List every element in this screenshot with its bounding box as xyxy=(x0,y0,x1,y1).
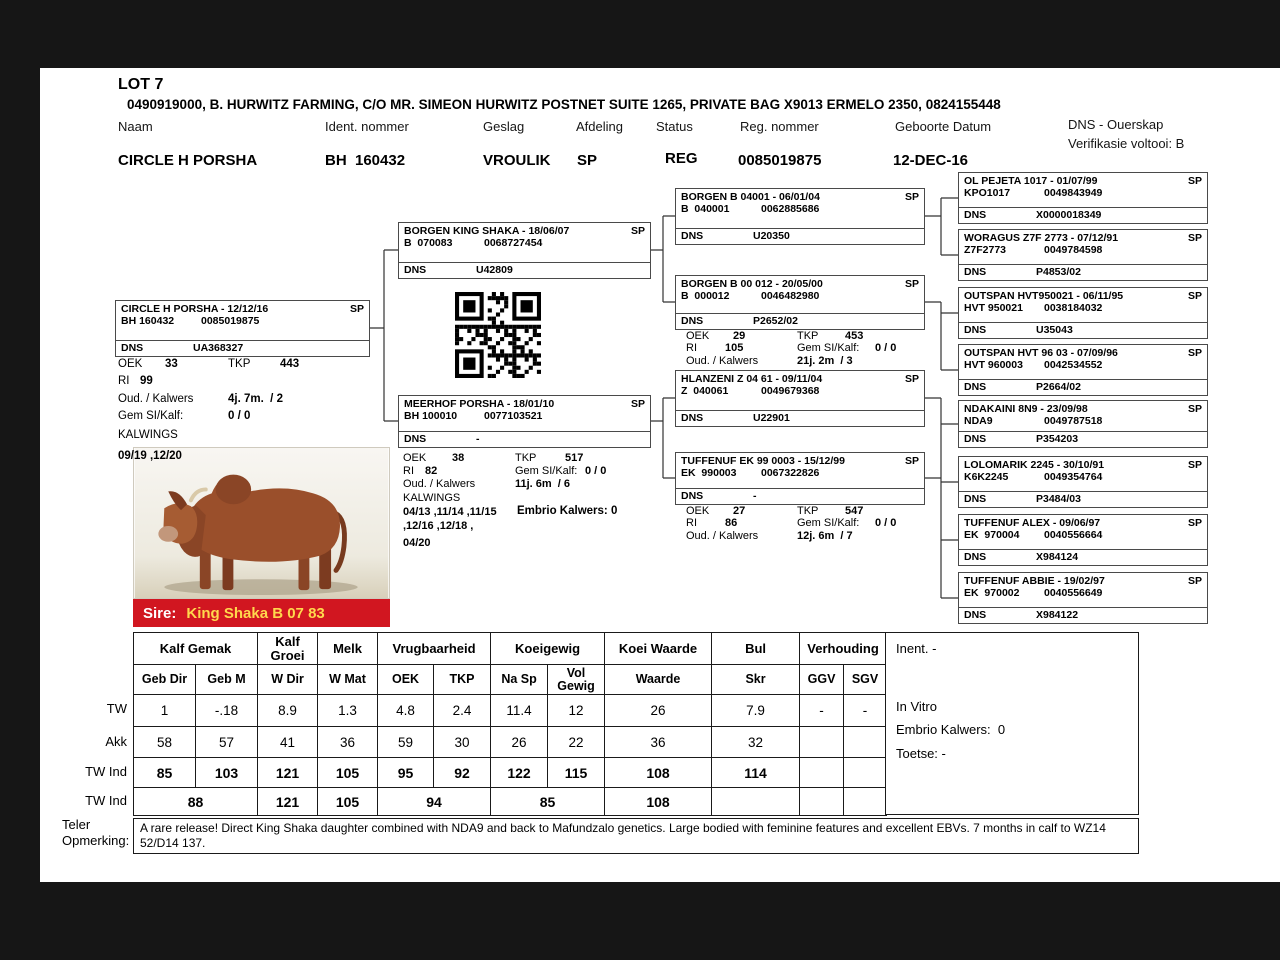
sp-label: SP xyxy=(1187,459,1202,471)
bull-photo xyxy=(133,447,390,599)
animal-reg: 0077103521 xyxy=(484,410,543,422)
ebv-group-vrugbaarheid: Vrugbaarheid xyxy=(378,633,491,665)
ebv-cell: -.18 xyxy=(196,695,258,727)
ebv-cell: 7.9 xyxy=(712,695,800,727)
gem-value: 0 / 0 xyxy=(228,410,251,422)
pedigree-box-g4-6 xyxy=(958,456,1208,508)
ebv-col-header: Vol Gewig xyxy=(548,665,605,695)
oek-label: OEK xyxy=(118,358,143,370)
ebv-cell: 85 xyxy=(134,758,196,788)
dns-value: P3484/03 xyxy=(1036,493,1081,505)
ebv-cell xyxy=(844,758,887,788)
ebv-cell: 105 xyxy=(318,758,378,788)
oud-value: 4j. 7m. / 2 xyxy=(228,393,283,405)
animal-name: OL PEJETA 1017 - 01/07/99 xyxy=(964,175,1098,187)
oek-label: OEK xyxy=(686,330,710,342)
ebv-tw-row xyxy=(134,695,887,727)
kalwings-dates: 04/13 ,11/14 ,11/15 xyxy=(403,506,497,518)
ebv-cell: 12 xyxy=(548,695,605,727)
ebv-cell xyxy=(800,727,844,758)
ebv-col-header: OEK xyxy=(378,665,434,695)
animal-name: TUFFENUF EK 99 0003 - 15/12/99 xyxy=(681,455,845,467)
ebv-cell: 95 xyxy=(378,758,434,788)
dns-label: DNS xyxy=(964,551,987,563)
ebv-col-header: GGV xyxy=(800,665,844,695)
animal-name: BORGEN KING SHAKA - 18/06/07 xyxy=(404,225,570,237)
side-panel xyxy=(885,632,1139,815)
oud-value: 11j. 6m / 6 xyxy=(515,478,571,490)
animal-name: LOLOMARIK 2245 - 30/10/91 xyxy=(964,459,1105,471)
dns-label: DNS xyxy=(681,412,704,424)
ebv-cell: 88 xyxy=(134,788,258,816)
dns-value: U35043 xyxy=(1036,324,1073,336)
column-label-naam: Naam xyxy=(118,119,153,134)
animal-status-value: REG xyxy=(665,150,698,167)
sp-label: SP xyxy=(904,278,919,290)
animal-reg: 0062885686 xyxy=(761,203,820,215)
dns-value: - xyxy=(753,490,757,502)
ebv-row-label-tw: TW xyxy=(106,701,127,716)
ebv-group-koei-waarde: Koei Waarde xyxy=(605,633,712,665)
animal-name: BORGEN B 00 012 - 20/05/00 xyxy=(681,278,823,290)
gem-label: Gem SI/Kalf: xyxy=(118,410,184,422)
pedigree-box-dams-sire xyxy=(675,370,925,427)
ebv-cell: 92 xyxy=(434,758,491,788)
kalwings-dates: 09/19 ,12/20 xyxy=(118,450,182,462)
animal-reg: 0068727454 xyxy=(484,237,543,249)
dns-value: U22901 xyxy=(753,412,790,424)
sp-label: SP xyxy=(1187,575,1202,587)
ebv-cell xyxy=(844,727,887,758)
tkp-value: 517 xyxy=(565,452,584,464)
animal-geslag-value: VROULIK xyxy=(483,152,551,169)
oud-label: Oud. / Kalwers xyxy=(686,530,759,542)
dns-value: - xyxy=(476,433,480,445)
oud-label: Oud. / Kalwers xyxy=(686,355,759,367)
dns-label: DNS xyxy=(964,433,987,445)
animal-reg: 0049843949 xyxy=(1044,187,1103,199)
kalwings-label: KALWINGS xyxy=(403,492,461,504)
sp-label: SP xyxy=(1187,403,1202,415)
gem-label: Gem SI/Kalf: xyxy=(797,517,860,529)
sp-label: SP xyxy=(904,191,919,203)
dns-value: U42809 xyxy=(476,264,513,276)
ebv-cell: 59 xyxy=(378,727,434,758)
ebv-cell: 1 xyxy=(134,695,196,727)
animal-reg: 0067322826 xyxy=(761,467,820,479)
kalwings-label: KALWINGS xyxy=(118,429,178,441)
animal-name: OUTSPAN HVT 96 03 - 07/09/96 xyxy=(964,347,1118,359)
animal-reg: 0040556649 xyxy=(1044,587,1103,599)
animal-reg: 0049787518 xyxy=(1044,415,1103,427)
oek-label: OEK xyxy=(403,452,427,464)
subject-stats xyxy=(118,358,388,468)
animal-reg: 0046482980 xyxy=(761,290,820,302)
column-label-afdeling: Afdeling xyxy=(576,119,623,134)
toetse-line: Toetse: - xyxy=(896,746,946,761)
sire-caption-bar xyxy=(133,599,390,627)
dns-label: DNS xyxy=(964,381,987,393)
oud-label: Oud. / Kalwers xyxy=(118,393,194,405)
ri-label: RI xyxy=(403,465,414,477)
teler-label-line1: Teler xyxy=(62,817,91,832)
ebv-col-header: SGV xyxy=(844,665,887,695)
animal-reg: 0049679368 xyxy=(761,385,820,397)
tkp-label: TKP xyxy=(797,330,819,342)
ebv-group-kalf-groei: Kalf Groei xyxy=(258,633,318,665)
ebv-cell: 8.9 xyxy=(258,695,318,727)
ebv-group-bul: Bul xyxy=(712,633,800,665)
column-label-dns: DNS - Ouerskap xyxy=(1068,117,1164,132)
dns-label: DNS xyxy=(404,264,427,276)
breeder-remark: A rare release! Direct King Shaka daughter combined with NDA9 and back to Mafundzalo genetics. Large bodied with feminine features and excellent EBVs. 7 months in calf to WZ14 52/D14 137. xyxy=(133,818,1139,854)
ebv-row-label-twind2: TW Ind xyxy=(85,793,127,808)
dns-label: DNS xyxy=(681,315,704,327)
pedigree-box-g4-7 xyxy=(958,514,1208,566)
pedigree-box-sires-sire xyxy=(675,188,925,245)
ebv-akk-row xyxy=(134,727,887,758)
dns-value: P2664/02 xyxy=(1036,381,1081,393)
ebv-cell xyxy=(844,788,887,816)
tkp-label: TKP xyxy=(228,358,251,370)
animal-name: HLANZENI Z 04 61 - 09/11/04 xyxy=(681,373,823,385)
ebv-cell: 85 xyxy=(491,788,605,816)
kalwings-dates: ,12/16 ,12/18 , xyxy=(403,520,474,532)
ebv-group-kalf-gemak: Kalf Gemak xyxy=(134,633,258,665)
animal-id: EK 990003 xyxy=(681,467,737,479)
dns-label: DNS xyxy=(964,266,987,278)
ebv-cell: 26 xyxy=(605,695,712,727)
ebv-cell: 108 xyxy=(605,788,712,816)
animal-name: WORAGUS Z7F 2773 - 07/12/91 xyxy=(964,232,1119,244)
gem-value: 0 / 0 xyxy=(875,517,897,529)
sp-label: SP xyxy=(630,398,645,410)
animal-id: BH 160432 xyxy=(121,315,175,327)
dns-value: P354203 xyxy=(1036,433,1079,445)
verifikasie-status: Verifikasie voltooi: B xyxy=(1068,136,1185,151)
animal-reg: 0040556664 xyxy=(1044,529,1103,541)
animal-ident-value: BH 160432 xyxy=(325,152,406,169)
animal-id: BH 100010 xyxy=(404,410,458,422)
pedigree-box-g4-2 xyxy=(958,229,1208,281)
ebv-twind2-row xyxy=(134,788,887,816)
ebv-col-header: TKP xyxy=(434,665,491,695)
qr-code xyxy=(455,292,541,378)
owner-line: 0490919000, B. HURWITZ FARMING, C/O MR. SIMEON HURWITZ POSTNET SUITE 1265, PRIVATE BAG X9013 ERMELO 2350, 0824155448 xyxy=(127,97,1001,112)
dns-value: UA368327 xyxy=(193,342,244,354)
ebv-group-melk: Melk xyxy=(318,633,378,665)
ri-value: 105 xyxy=(725,342,744,354)
lot-number: LOT 7 xyxy=(118,76,164,93)
ebv-row-label-twind: TW Ind xyxy=(85,764,127,779)
ebv-col-header: W Dir xyxy=(258,665,318,695)
ebv-col-header: Waarde xyxy=(605,665,712,695)
pedigree-box-dam xyxy=(398,395,651,448)
animal-reg: 0038184032 xyxy=(1044,302,1103,314)
animal-id: B 000012 xyxy=(681,290,730,302)
column-label-status: Status xyxy=(656,119,693,134)
column-label-geslag: Geslag xyxy=(483,119,525,134)
ebv-col-header: Geb Dir xyxy=(134,665,196,695)
dns-value: P4853/02 xyxy=(1036,266,1081,278)
oek-label: OEK xyxy=(686,505,710,517)
ebv-header-row xyxy=(134,665,887,695)
column-label-ident: Ident. nommer xyxy=(325,119,409,134)
pedigree-box-sire xyxy=(398,222,651,279)
ebv-cell: - xyxy=(844,695,887,727)
tkp-label: TKP xyxy=(515,452,537,464)
animal-name: BORGEN B 04001 - 06/01/04 xyxy=(681,191,820,203)
dns-label: DNS xyxy=(404,433,427,445)
ebv-cell: 32 xyxy=(712,727,800,758)
sp-label: SP xyxy=(1187,290,1202,302)
oek-value: 38 xyxy=(452,452,465,464)
sp-label: SP xyxy=(1187,175,1202,187)
ri-label: RI xyxy=(686,342,697,354)
gem-label: Gem SI/Kalf: xyxy=(515,465,578,477)
oud-value: 12j. 6m / 7 xyxy=(797,530,853,542)
dns-value: X984122 xyxy=(1036,609,1079,621)
ebv-cell: 105 xyxy=(318,788,378,816)
ebv-cell: 41 xyxy=(258,727,318,758)
sires-dam-stats xyxy=(686,330,926,372)
ebv-cell: 108 xyxy=(605,758,712,788)
animal-reg: 0049784598 xyxy=(1044,244,1103,256)
ebv-cell xyxy=(800,788,844,816)
ebv-cell: 36 xyxy=(318,727,378,758)
gem-label: Gem SI/Kalf: xyxy=(797,342,860,354)
sire-caption-name: King Shaka B 07 83 xyxy=(186,604,325,622)
sp-label: SP xyxy=(904,373,919,385)
embrio-kalwers-line: Embrio Kalwers: 0 xyxy=(896,722,1006,737)
pedigree-box-sires-dam xyxy=(675,275,925,330)
pedigree-box-g4-3 xyxy=(958,287,1208,339)
dns-value: P2652/02 xyxy=(753,315,798,327)
pedigree-box-g4-8 xyxy=(958,572,1208,624)
oek-value: 27 xyxy=(733,505,746,517)
ebv-group-koeigewig: Koeigewig xyxy=(491,633,605,665)
ebv-cell xyxy=(800,758,844,788)
ebv-cell: 114 xyxy=(712,758,800,788)
gem-value: 0 / 0 xyxy=(875,342,897,354)
ri-label: RI xyxy=(118,375,130,387)
ebv-col-header: Skr xyxy=(712,665,800,695)
animal-id: B 040001 xyxy=(681,203,730,215)
ri-value: 86 xyxy=(725,517,738,529)
dns-value: U20350 xyxy=(753,230,790,242)
ebv-cell: 57 xyxy=(196,727,258,758)
oud-value: 21j. 2m / 3 xyxy=(797,355,853,367)
pedigree-box-dams-dam xyxy=(675,452,925,505)
ebv-cell: 4.8 xyxy=(378,695,434,727)
pedigree-box-subject xyxy=(115,300,370,357)
ri-value: 82 xyxy=(425,465,438,477)
ebv-cell: 122 xyxy=(491,758,548,788)
ebv-cell: 121 xyxy=(258,788,318,816)
ebv-cell: 22 xyxy=(548,727,605,758)
animal-name: MEERHOF PORSHA - 18/01/10 xyxy=(404,398,555,410)
sp-label: SP xyxy=(349,303,364,315)
ebv-cell: 121 xyxy=(258,758,318,788)
oud-label: Oud. / Kalwers xyxy=(403,478,476,490)
dns-label: DNS xyxy=(964,493,987,505)
ebv-col-header: W Mat xyxy=(318,665,378,695)
sp-label: SP xyxy=(1187,517,1202,529)
ebv-cell: 2.4 xyxy=(434,695,491,727)
tkp-value: 453 xyxy=(845,330,864,342)
gem-value: 0 / 0 xyxy=(585,465,607,477)
tkp-value: 547 xyxy=(845,505,864,517)
ri-label: RI xyxy=(686,517,697,529)
sire-caption-label: Sire: xyxy=(143,604,177,622)
dns-label: DNS xyxy=(964,209,987,221)
dns-value: X0000018349 xyxy=(1036,209,1102,221)
sp-label: SP xyxy=(1187,347,1202,359)
dam-stats xyxy=(403,452,653,552)
animal-id: HVT 960003 xyxy=(964,359,1023,371)
ebv-cell: - xyxy=(800,695,844,727)
animal-id: NDA9 xyxy=(964,415,993,427)
animal-reg: 0085019875 xyxy=(201,315,260,327)
in-vitro-line: In Vitro xyxy=(896,699,937,714)
ebv-group-verhouding: Verhouding xyxy=(800,633,887,665)
teler-label-line2: Opmerking: xyxy=(62,833,130,848)
tkp-label: TKP xyxy=(797,505,819,517)
animal-name: TUFFENUF ALEX - 09/06/97 xyxy=(964,517,1101,529)
ebv-cell: 30 xyxy=(434,727,491,758)
animal-id: KPO1017 xyxy=(964,187,1011,199)
animal-name: CIRCLE H PORSHA - 12/12/16 xyxy=(121,303,269,315)
ebv-row-label-akk: Akk xyxy=(105,734,127,749)
embrio-kalwers-note: Embrio Kalwers: 0 xyxy=(517,505,618,517)
ebv-cell: 115 xyxy=(548,758,605,788)
animal-id: EK 970002 xyxy=(964,587,1020,599)
dns-value: X984124 xyxy=(1036,551,1079,563)
oek-value: 33 xyxy=(165,358,178,370)
ebv-cell: 11.4 xyxy=(491,695,548,727)
ri-value: 99 xyxy=(140,375,153,387)
column-label-geboorte: Geboorte Datum xyxy=(895,119,992,134)
ebv-cell: 26 xyxy=(491,727,548,758)
animal-naam-value: CIRCLE H PORSHA xyxy=(118,152,258,169)
ebv-cell: 1.3 xyxy=(318,695,378,727)
kalwings-dates: 04/20 xyxy=(403,537,431,549)
pedigree-box-g4-5 xyxy=(958,400,1208,448)
oek-value: 29 xyxy=(733,330,746,342)
ebv-cell: 94 xyxy=(378,788,491,816)
dns-label: DNS xyxy=(964,324,987,336)
dns-label: DNS xyxy=(681,490,704,502)
ebv-col-header: Geb M xyxy=(196,665,258,695)
ebv-col-header: Na Sp xyxy=(491,665,548,695)
animal-geboorte-value: 12-DEC-16 xyxy=(893,152,969,169)
tkp-value: 443 xyxy=(280,358,300,370)
inent-line: Inent. - xyxy=(896,641,937,656)
animal-name: TUFFENUF ABBIE - 19/02/97 xyxy=(964,575,1105,587)
dns-label: DNS xyxy=(681,230,704,242)
animal-id: B 070083 xyxy=(404,237,453,249)
pedigree-box-g4-1 xyxy=(958,172,1208,224)
animal-afdeling-value: SP xyxy=(577,152,598,169)
animal-id: K6K2245 xyxy=(964,471,1009,483)
sp-label: SP xyxy=(904,455,919,467)
animal-id: HVT 950021 xyxy=(964,302,1023,314)
animal-id: Z 040061 xyxy=(681,385,729,397)
ebv-group-row xyxy=(134,633,887,665)
column-label-reg: Reg. nommer xyxy=(740,119,819,134)
animal-id: EK 970004 xyxy=(964,529,1020,541)
animal-reg-value: 0085019875 xyxy=(738,152,822,169)
animal-name: NDAKAINI 8N9 - 23/09/98 xyxy=(964,403,1088,415)
dns-label: DNS xyxy=(964,609,987,621)
ebv-twind-row xyxy=(134,758,887,788)
ebv-cell: 36 xyxy=(605,727,712,758)
ebv-cell: 58 xyxy=(134,727,196,758)
animal-reg: 0042534552 xyxy=(1044,359,1103,371)
animal-id: Z7F2773 xyxy=(964,244,1007,256)
sp-label: SP xyxy=(630,225,645,237)
animal-name: OUTSPAN HVT950021 - 06/11/95 xyxy=(964,290,1124,302)
animal-reg: 0049354764 xyxy=(1044,471,1103,483)
dams-dam-stats xyxy=(686,505,926,547)
sp-label: SP xyxy=(1187,232,1202,244)
ebv-cell: 103 xyxy=(196,758,258,788)
ebv-table xyxy=(133,632,887,816)
dns-label: DNS xyxy=(121,342,144,354)
ebv-cell xyxy=(712,788,800,816)
pedigree-box-g4-4 xyxy=(958,344,1208,396)
